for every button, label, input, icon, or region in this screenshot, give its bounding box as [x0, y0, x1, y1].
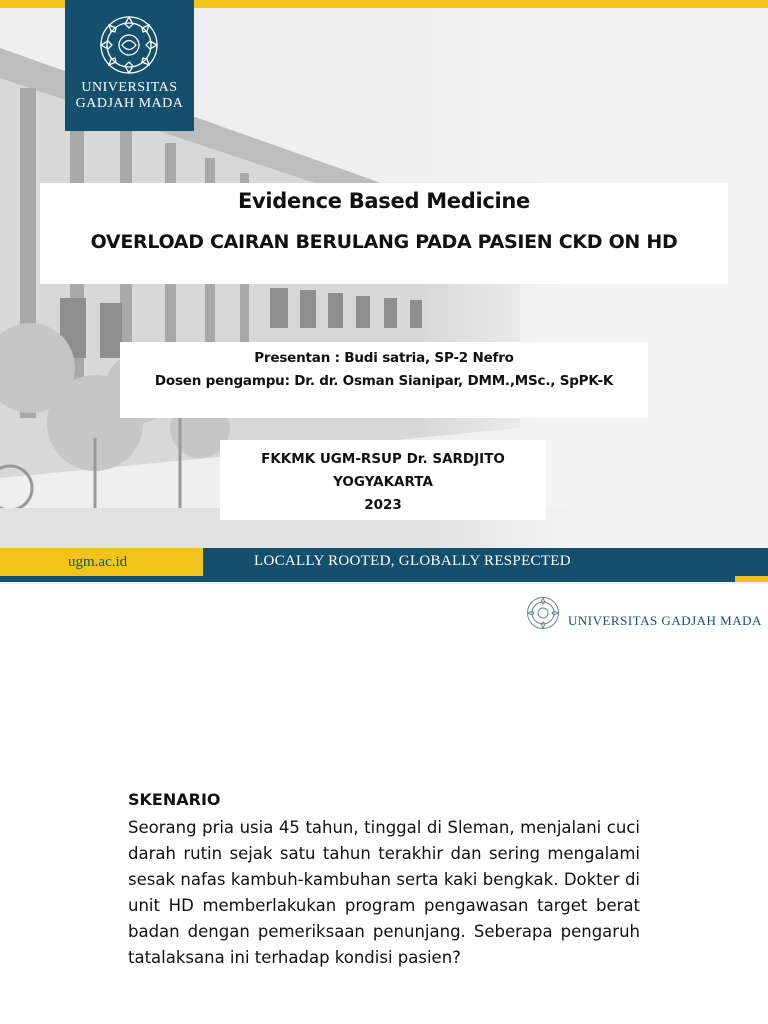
scenario-body: Seorang pria usia 45 tahun, tinggal di Sleman, menjalani cuci darah rutin sejak satu tahun terakhir dan sering mengalami sesak nafas kambuh-kambuhan serta kaki bengkak. Dokter di unit HD memberlakukan program pengawasan target berat badan dengan pemeriksaan penunjang. Seberapa pengaruh tatalaksana ini terhadap kondisi pasien?: [128, 818, 640, 967]
presenter-text: Presentan : Budi satria, SP-2 Nefro: [254, 350, 514, 366]
scenario-heading: SKENARIO: [128, 790, 221, 809]
ugm-header-logo-text: UNIVERSITAS GADJAH MADA: [568, 613, 762, 628]
ugm-logo-block: [65, 0, 194, 131]
logo-text-universitas: UNIVERSITAS: [81, 80, 178, 95]
footer-under-gold: [735, 576, 768, 582]
footer-tagline: LOCALLY ROOTED, GLOBALLY RESPECTED: [254, 553, 571, 569]
footer-url: ugm.ac.id: [68, 554, 128, 570]
ugm-emblem-small-icon: [526, 596, 560, 630]
footer-under-navy: [0, 576, 735, 582]
city-text: YOGYAKARTA: [333, 474, 433, 490]
title-box: [40, 183, 728, 284]
year-text: 2023: [364, 497, 402, 513]
supervisor-text: Dosen pengampu: Dr. dr. Osman Sianipar, DMM.,MSc., SpPK-K: [154, 373, 614, 389]
logo-text-gadjah-mada: GADJAH MADA: [75, 96, 184, 111]
presenter-box: [120, 342, 648, 418]
institution-box: [220, 440, 546, 520]
scenario-slide: [0, 584, 768, 1024]
slide-subtitle: OVERLOAD CAIRAN BERULANG PADA PASIEN CKD ON HD: [90, 231, 678, 253]
slide-title: Evidence Based Medicine: [237, 189, 531, 213]
institution-text: FKKMK UGM-RSUP Dr. SARDJITO: [261, 451, 505, 467]
ugm-emblem-icon: [98, 14, 160, 76]
